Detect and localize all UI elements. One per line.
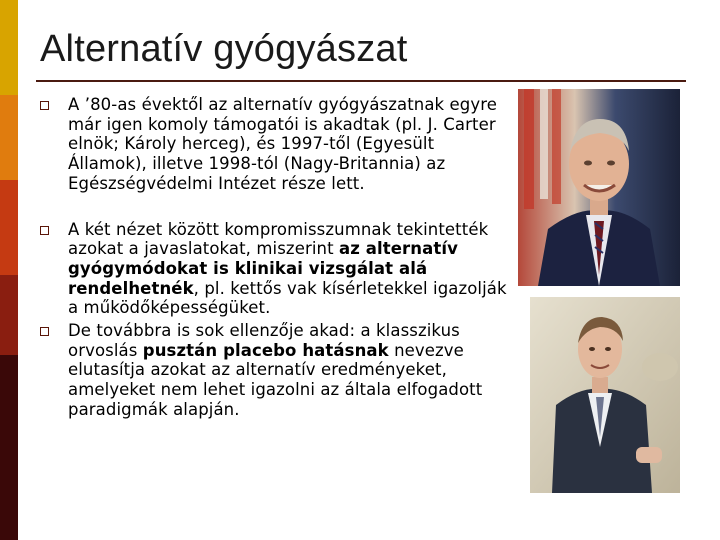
- bullet-text-2: [68, 220, 510, 319]
- bullet-3-post: nevezve elutasítja azokat az alternatív eredményeket, amelyeket nem lehet igazolni az általa elfogadott paradigmák alapján.: [68, 340, 483, 419]
- bullet-square-icon: [40, 327, 49, 336]
- bullet-3-pre: De továbbra is sok ellenzője akad: a klasszikus orvoslás: [68, 321, 460, 360]
- bullet-list: [40, 95, 510, 420]
- portrait-charles-illustration: [530, 297, 680, 493]
- bullet-2-post: , pl. kettős vak kísérletekkel igazolják a működőképességüket.: [68, 278, 507, 318]
- accent-stripe-darkred: [0, 275, 18, 355]
- bullet-text-1: [68, 95, 510, 194]
- accent-stripe-orange: [0, 95, 18, 180]
- accent-stripe-yellow: [0, 0, 18, 95]
- bullet-2-pre: A két nézet között kompromisszumnak tekintették azokat a javaslatokat, miszerint: [68, 219, 489, 259]
- bullet-item-3: [40, 321, 510, 420]
- bullet-item-1: [40, 95, 510, 194]
- portrait-photo-charles: [530, 297, 680, 493]
- accent-stripe-red: [0, 180, 18, 275]
- portrait-carter-illustration: [518, 89, 680, 286]
- title-divider: [36, 80, 686, 82]
- bullet-item-2: [40, 220, 510, 319]
- slide-title: Alternatív gyógyászat: [40, 28, 408, 70]
- bullet-3-emphasis: pusztán placebo hatásnak: [142, 340, 389, 360]
- bullet-square-icon: [40, 101, 49, 110]
- accent-stripe-maroon: [0, 355, 18, 540]
- portrait-photo-carter: [518, 89, 680, 286]
- bullet-text-3: [68, 321, 510, 420]
- bullet-square-icon: [40, 226, 49, 235]
- bullet-1-text: A ’80-as évektől az alternatív gyógyászatnak egyre már igen komoly támogatói is akadtak (pl. J. Carter elnök; Károly herceg), és 1997-től (Egyesült Államok), illetve 1998-tól (Nagy-Britannia) az Egészségvédelmi Intézet része lett.: [68, 95, 498, 193]
- bullet-2-emphasis: az alternatív gyógymódokat is klinikai vizsgálat alá rendelhetnék: [68, 239, 458, 298]
